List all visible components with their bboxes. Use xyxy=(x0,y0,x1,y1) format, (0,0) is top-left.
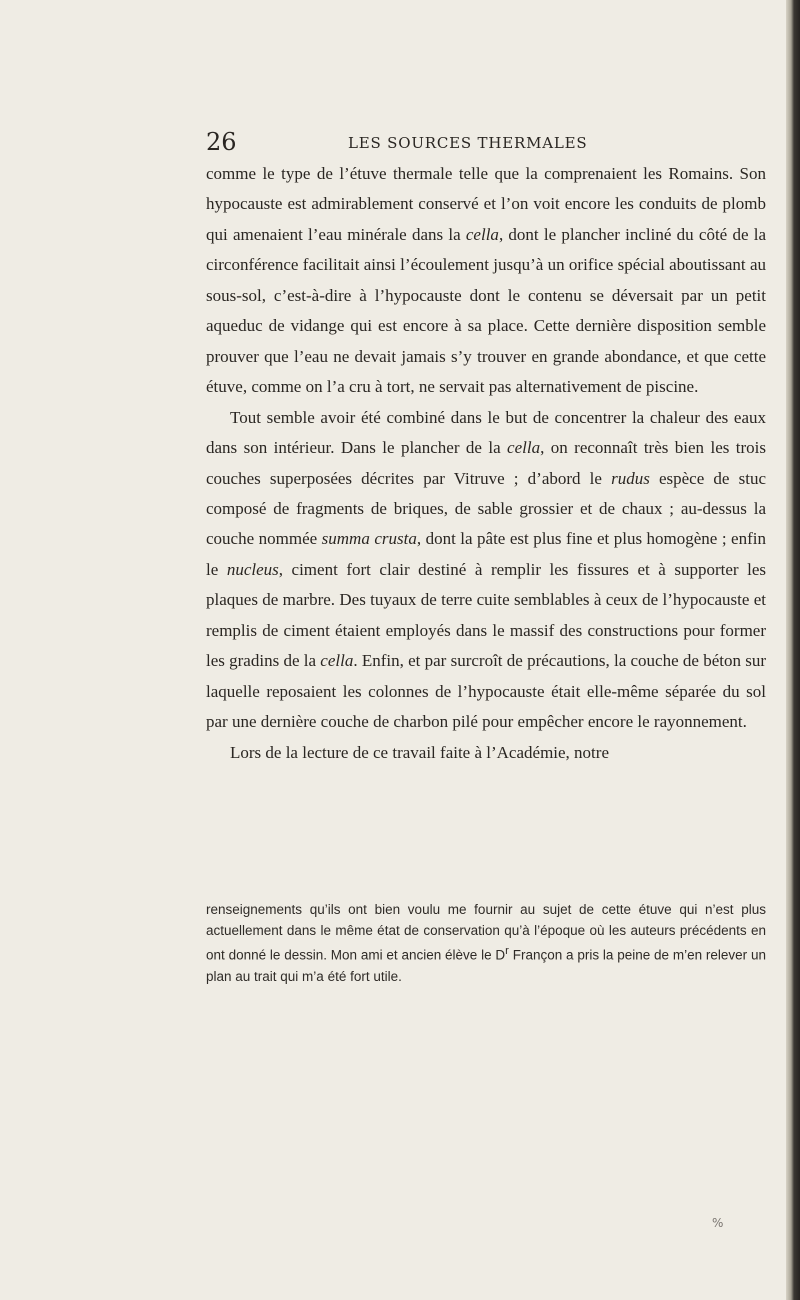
text-run: Françon a pris la peine de m’en relever un plan au trait qui m’a été fort utile. xyxy=(206,947,766,984)
page-edge-shadow xyxy=(786,0,800,1300)
text-run: , dont la pâte est plus fine et plus homogène ; enfin le xyxy=(206,529,766,579)
text-run: Tout semble avoir été combiné dans le but de concentrer la chaleur des eaux dans son intérieur. Dans le plancher de la xyxy=(206,407,766,458)
running-title: LES SOURCES THERMALES xyxy=(348,134,588,152)
italic-term: nucleus xyxy=(226,559,279,579)
italic-term: cella xyxy=(465,224,499,244)
body-text xyxy=(206,159,766,768)
italic-term: rudus xyxy=(611,468,650,488)
superscript: r xyxy=(505,945,509,957)
paragraph-3 xyxy=(206,738,766,768)
italic-term: cella xyxy=(507,438,541,458)
stray-mark: % xyxy=(712,1216,724,1230)
text-run: espèce de stuc composé de fragments de briques, de sable grossier et de chaux ; au-dessus la couche nommée xyxy=(206,468,766,549)
text-run: , on reconnaît très bien les trois couches superposées décrites par Vitruve ; d’abord le xyxy=(206,438,766,488)
italic-term: summa crusta xyxy=(321,529,417,549)
page-number: 26 xyxy=(206,128,237,156)
page-header xyxy=(206,130,766,154)
text-run: Lors de la lecture de ce travail faite à l’Académie, notre xyxy=(230,742,609,762)
footnote xyxy=(206,899,766,987)
text-run: renseignements qu’ils ont bien voulu me fournir au sujet de cette étuve qui n’est plus actuellement dans le même état de conservation qu’à l’époque où les auteurs précédents en ont donné le dessin. Mon ami et ancien élève le D xyxy=(206,902,766,963)
text-run: , ciment fort clair destiné à remplir les fissures et à supporter les plaques de marbre. Des tuyaux de terre cuite semblables à ceux de l’hypocauste et remplis de ciment étaient employés dans le massif des constructions pour former les gradins de la xyxy=(206,559,766,671)
paragraph-2 xyxy=(206,403,766,738)
footnote-paragraph xyxy=(206,899,766,987)
paragraph-1 xyxy=(206,159,766,403)
text-run: comme le type de l’étuve thermale telle que la comprenaient les Romains. Son hypocauste est admirablement conservé et l’on voit encore les conduits de plomb qui amenaient l’eau minérale dans la xyxy=(206,164,766,244)
text-run: , dont le plancher incliné du côté de la circonférence facilitait ainsi l’écoulement jusqu’à un orifice spécial aboutissant au sous-sol, c’est-à-dire à l’hypocauste dont le contenu se déversait par un petit aqueduc de vidange qui est encore à sa place. Cette dernière disposition semble prouver que l’eau ne devait jamais s’y trouver en grande abondance, et que cette étuve, comme on l’a cru à tort, ne servait pas alternativement de piscine. xyxy=(206,224,766,397)
text-run: . Enfin, et par surcroît de précautions, la couche de béton sur laquelle reposaient les colonnes de l’hypocauste était elle-même séparée du sol par une dernière couche de charbon pilé pour empêcher encore le rayonnement. xyxy=(206,651,766,732)
italic-term: cella xyxy=(320,651,354,671)
